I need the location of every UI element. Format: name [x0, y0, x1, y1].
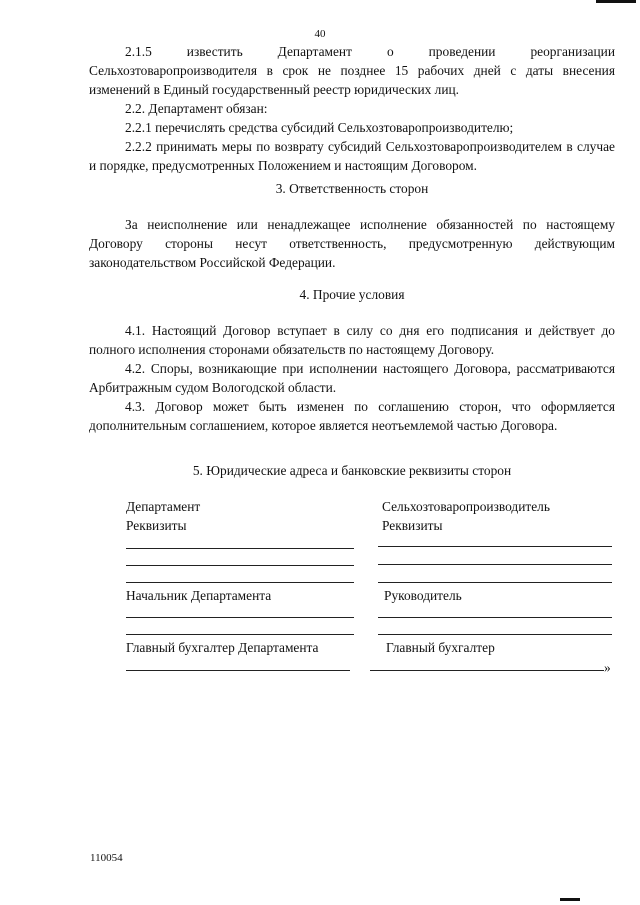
footer-code: 110054: [90, 852, 123, 864]
right-accountant-signature-line: [370, 670, 604, 671]
left-head-title: Начальник Департамента: [126, 588, 272, 603]
right-details-line-3: [378, 582, 612, 583]
right-accountant-title: Главный бухгалтер: [386, 640, 495, 655]
page-number: 40: [314, 28, 326, 40]
clause-2-2: 2.2. Департамент обязан:: [125, 101, 268, 116]
scan-mark-bottom-right: [560, 898, 580, 901]
right-details-label: Реквизиты: [382, 518, 443, 533]
section-4-heading: 4. Прочие условия: [299, 287, 405, 302]
right-head-signature-line-2: [378, 634, 612, 635]
left-head-signature-line-1: [126, 617, 354, 618]
scan-mark-top-right: [596, 0, 636, 3]
right-details-line-1: [378, 546, 612, 547]
left-accountant-signature-line: [126, 670, 350, 671]
clause-2-2-2: 2.2.2 принимать меры по возврату субсидий Сельхозтоваропроизводителем в случае и порядке, предусмотренных Положением и настоящим Договором.: [89, 139, 615, 173]
right-head-signature-line-1: [378, 617, 612, 618]
left-details-line-2: [126, 565, 354, 566]
clause-4-1: 4.1. Настоящий Договор вступает в силу со дня его подписания и действует до полного исполнения сторонами обязательств по настоящему Договору.: [89, 323, 615, 357]
right-details-line-2: [378, 564, 612, 565]
clause-2-1-5: 2.1.5 известить Департамент о проведении реорганизации Сельхозтоваропроизводителя в срок не позднее 15 рабочих дней с даты внесения изменений в Единый государственный реестр юридических лиц.: [89, 44, 615, 97]
left-party-name: Департамент: [126, 499, 201, 514]
left-head-signature-line-2: [126, 634, 354, 635]
closing-quote: »: [604, 660, 611, 675]
left-accountant-title: Главный бухгалтер Департамента: [126, 640, 319, 655]
section-3-text: За неисполнение или ненадлежащее исполнение обязанностей по настоящему Договору стороны несут ответственность, предусмотренную действующим законодательством Российской Федерации.: [89, 217, 615, 270]
right-head-title: Руководитель: [384, 588, 462, 603]
section-5-heading: 5. Юридические адреса и банковские реквизиты сторон: [192, 463, 512, 478]
clause-2-2-1: 2.2.1 перечислять средства субсидий Сельхозтоваропроизводителю;: [125, 120, 514, 135]
left-details-label: Реквизиты: [126, 518, 187, 533]
clause-4-2: 4.2. Споры, возникающие при исполнении настоящего Договора, рассматриваются Арбитражным судом Вологодской области.: [89, 361, 615, 395]
left-details-line-3: [126, 582, 354, 583]
right-party-name: Сельхозтоваропроизводитель: [382, 499, 550, 514]
left-details-line-1: [126, 548, 354, 549]
section-3-heading: 3. Ответственность сторон: [275, 181, 429, 196]
clause-4-3: 4.3. Договор может быть изменен по соглашению сторон, что оформляется дополнительным соглашением, которое является неотъемлемой частью Договора.: [89, 399, 615, 433]
